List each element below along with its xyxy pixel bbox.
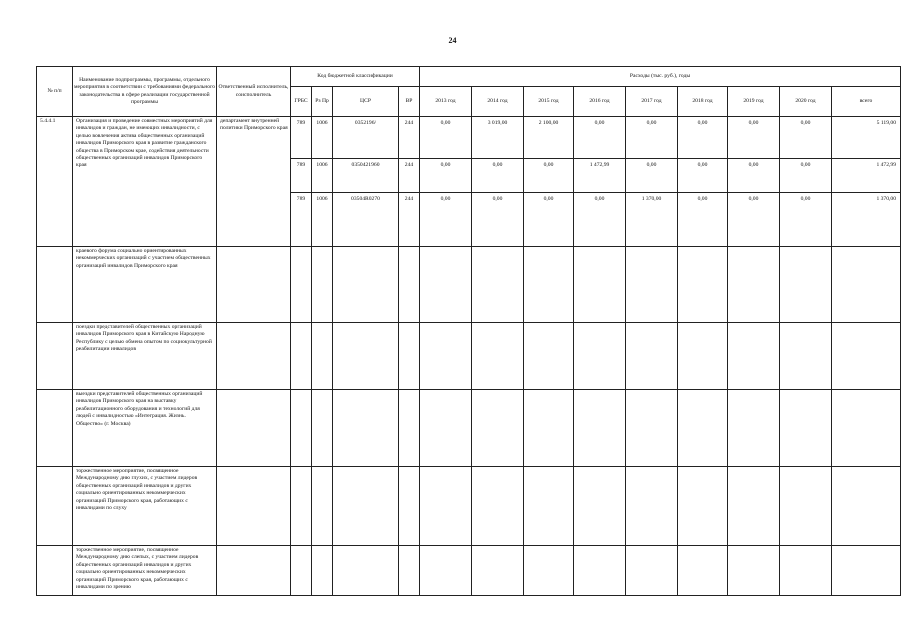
header-rzpr: Рз Пр	[312, 87, 333, 117]
header-csr: ЦСР	[333, 87, 399, 117]
header-year-2015: 2015 год	[524, 87, 574, 117]
cell-2014: 3 019,00	[472, 117, 524, 159]
header-name: Наименование подпрограммы, программы, отдельного мероприятия в соответствии с требованиями федерального законодательства в сфере реализации государственной программы	[73, 67, 217, 117]
event-description: краевого форума социально ориентированных некоммерческих организаций с участием общественных организаций инвалидов Приморского края	[73, 247, 217, 323]
cell-csr: 0352196/	[333, 117, 399, 159]
cell-csr: 03504R0270	[333, 193, 399, 247]
cell-2018: 0,00	[678, 193, 728, 247]
budget-table	[36, 66, 901, 596]
cell-2016: 1 472,99	[574, 159, 626, 193]
cell-2019: 0,00	[728, 117, 780, 159]
cell-2014: 0,00	[472, 193, 524, 247]
cell-2013: 0,00	[420, 193, 472, 247]
cell-grbs: 789	[291, 117, 312, 159]
event-row	[37, 546, 901, 596]
cell-grbs: 789	[291, 193, 312, 247]
header-year-2014: 2014 год	[472, 87, 524, 117]
cell-rzpr: 1006	[312, 193, 333, 247]
event-description: поездки представителей общественных организаций инвалидов Приморского края в Китайскую Народную Республику с целью обмена опытом по социокультурной реабилитации инвалидов	[73, 323, 217, 390]
item-responsible: департамент внутренней политики Приморского края	[217, 117, 291, 247]
cell-2020: 0,00	[780, 159, 832, 193]
event-row	[37, 467, 901, 546]
event-row	[37, 247, 901, 323]
cell-total: 5 119,00	[832, 117, 901, 159]
header-row-top	[37, 67, 901, 87]
header-year-2016: 2016 год	[574, 87, 626, 117]
cell-total: 1 370,00	[832, 193, 901, 247]
header-budget-code: Код бюджетной классификации	[291, 67, 420, 87]
cell-vr: 244	[399, 159, 420, 193]
event-description: выездки представителей общественных организаций инвалидов Приморского края на выставку реабилитационного оборудования и технологий для людей с инвалидностью «Интеграция. Жизнь. Общество» (г. Москва)	[73, 390, 217, 467]
event-description: торжественное мероприятие, посвященное Международному дню глухих, с участием лидеров общественных организаций инвалидов и других социально ориентированных некоммерческих организаций Приморского края, работающих с инвалидами по слуху	[73, 467, 217, 546]
cell-2019: 0,00	[728, 159, 780, 193]
header-year-2020: 2020 год	[780, 87, 832, 117]
header-num: № п/п	[37, 67, 73, 117]
cell-2016: 0,00	[574, 117, 626, 159]
cell-2014: 0,00	[472, 159, 524, 193]
header-grbs: ГРБС	[291, 87, 312, 117]
cell-2015: 0,00	[524, 159, 574, 193]
cell-2016: 0,00	[574, 193, 626, 247]
cell-2017: 0,00	[626, 159, 678, 193]
header-year-2018: 2018 год	[678, 87, 728, 117]
item-name: Организация и проведение совместных мероприятий для инвалидов и граждан, не имеющих инвалидности, с целью вовлечения актива общественных организаций инвалидов Приморского края в развитие гражданского общества в Приморском крае, содействия деятельности общественных организаций инвалидов Приморского края	[73, 117, 217, 247]
event-description: торжественное мероприятие, посвященное Международному дню слепых, с участием лидеров общественных организаций инвалидов и других социально ориентированных некоммерческих организаций Приморского края, работающих с инвалидами по зрению	[73, 546, 217, 596]
cell-vr: 244	[399, 193, 420, 247]
cell-2019: 0,00	[728, 193, 780, 247]
cell-2015: 0,00	[524, 193, 574, 247]
header-expenses: Расходы (тыс. руб.), годы	[420, 67, 901, 87]
cell-csr: 0350421960	[333, 159, 399, 193]
event-row	[37, 390, 901, 467]
event-row	[37, 323, 901, 390]
header-responsible: Ответственный исполнитель, соисполнитель	[217, 67, 291, 117]
item-number: 5.4.4.1	[37, 117, 73, 247]
cell-grbs: 789	[291, 159, 312, 193]
cell-2020: 0,00	[780, 117, 832, 159]
cell-2017: 1 370,00	[626, 193, 678, 247]
cell-rzpr: 1006	[312, 159, 333, 193]
header-year-2017: 2017 год	[626, 87, 678, 117]
header-year-2019: 2019 год	[728, 87, 780, 117]
page-number: 24	[448, 36, 457, 45]
header-year-2013: 2013 год	[420, 87, 472, 117]
cell-2013: 0,00	[420, 117, 472, 159]
cell-vr: 244	[399, 117, 420, 159]
cell-2018: 0,00	[678, 159, 728, 193]
cell-2017: 0,00	[626, 117, 678, 159]
cell-2013: 0,00	[420, 159, 472, 193]
cell-rzpr: 1006	[312, 117, 333, 159]
header-total: всего	[832, 87, 901, 117]
cell-2020: 0,00	[780, 193, 832, 247]
table-row	[37, 117, 901, 159]
cell-total: 1 472,99	[832, 159, 901, 193]
header-vr: ВР	[399, 87, 420, 117]
cell-2015: 2 100,00	[524, 117, 574, 159]
cell-2018: 0,00	[678, 117, 728, 159]
